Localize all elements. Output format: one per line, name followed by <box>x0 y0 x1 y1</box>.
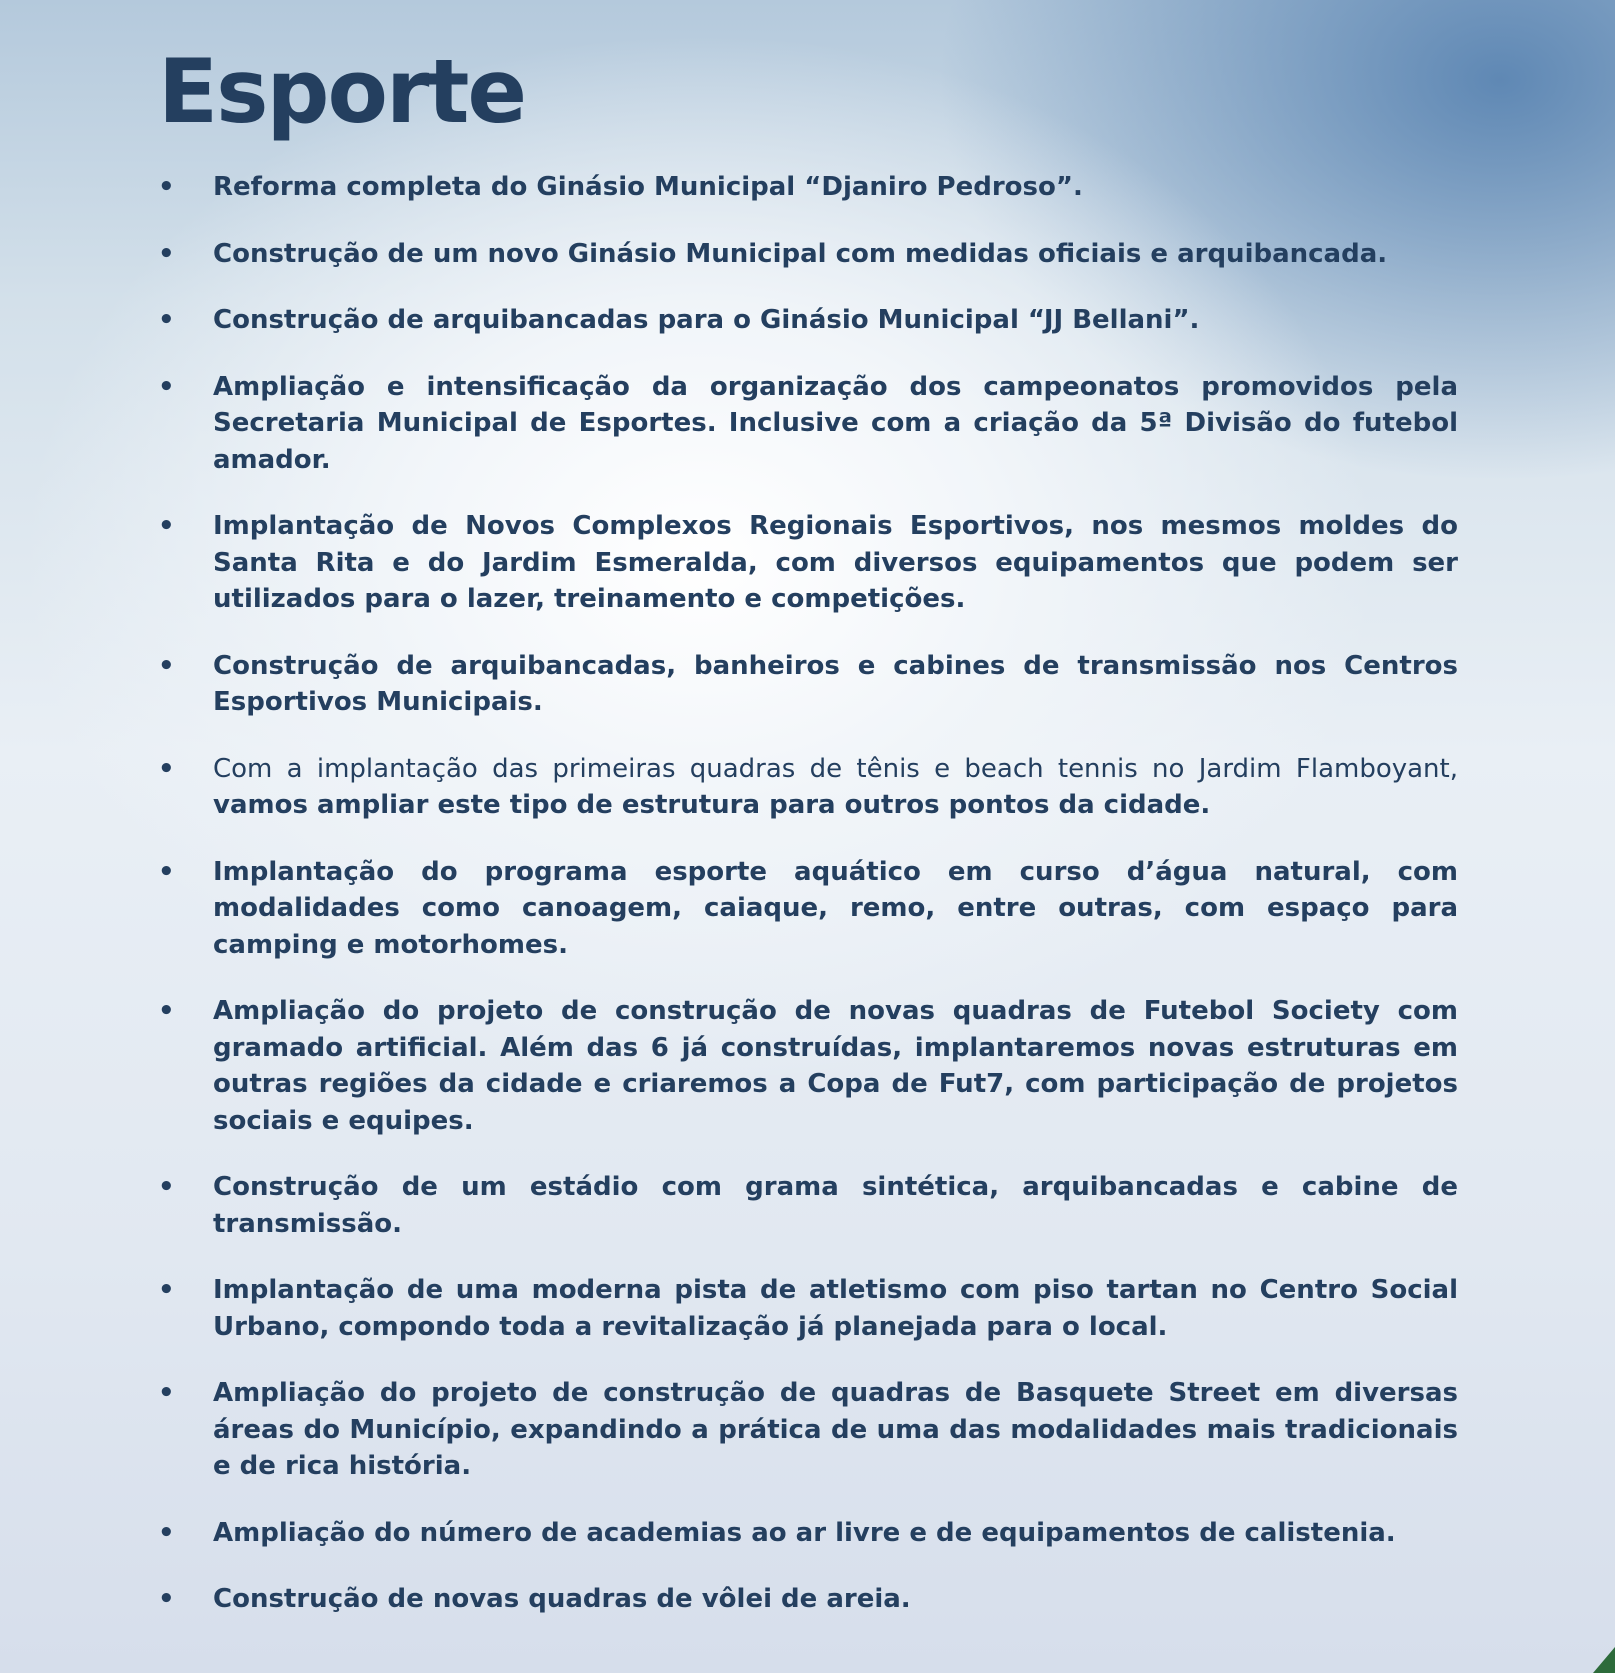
list-item <box>158 1375 1458 1485</box>
bullet-icon: • <box>158 1517 175 1548</box>
list-item-text: Implantação de Novos Complexos Regionais Esportivos, nos mesmos moldes do Santa Rita e do Jardim Esmeralda, com diversos equipamentos que podem ser utilizados para o lazer, treinamento e competições. <box>213 511 1458 614</box>
list-item-text: Construção de arquibancadas, banheiros e cabines de transmissão nos Centros Esportivos Municipais. <box>213 650 1458 717</box>
list-item <box>158 302 1458 339</box>
bullet-icon: • <box>158 1378 175 1408</box>
list-item-text: Construção de um estádio com grama sintética, arquibancadas e cabine de transmissão. <box>213 1172 1458 1239</box>
list-item <box>158 854 1458 964</box>
list-item <box>158 993 1458 1139</box>
bullet-icon: • <box>158 856 175 887</box>
list-item-text: Ampliação e intensificação da organização dos campeonatos promovidos pela Secretaria Municipal de Esportes. Inclusive com a criação da 5ª Divisão do futebol amador. <box>213 371 1458 475</box>
list-item <box>158 236 1458 273</box>
corner-accent <box>1593 1647 1615 1673</box>
list-item-text: Ampliação do projeto de construção de novas quadras de Futebol Society com gramado artificial. Além das 6 já construídas, implantaremos novas estruturas em outras regiões da cidade e criaremos a Copa de Fut7, com participação de projetos sociais e equipes. <box>213 996 1458 1136</box>
list-item <box>158 1272 1458 1345</box>
list-item <box>158 1169 1458 1242</box>
list-item-text: Reforma completa do Ginásio Municipal “Djaniro Pedroso”. <box>213 172 1083 202</box>
list-item <box>158 508 1458 618</box>
bullet-icon: • <box>158 238 175 269</box>
list-item-text: Implantação do programa esporte aquático em curso d’água natural, com modalidades como canoagem, caiaque, remo, entre outras, com espaço para camping e motorhomes. <box>213 856 1458 960</box>
list-item-text-light: Com a implantação das primeiras quadras de tênis e beach tennis no Jardim Flamboyant, <box>213 753 1458 784</box>
bullet-icon: • <box>158 511 175 541</box>
list-item <box>158 169 1458 206</box>
bullet-icon: • <box>158 650 175 681</box>
page-title: Esporte <box>158 40 526 143</box>
bullet-icon: • <box>158 1275 175 1305</box>
bullet-icon: • <box>158 996 175 1026</box>
bullet-icon: • <box>158 1584 175 1614</box>
list-item-text: Construção de arquibancadas para o Ginásio Municipal “JJ Bellani”. <box>213 305 1200 335</box>
bullet-icon: • <box>158 1172 175 1202</box>
list-item-text: Implantação de uma moderna pista de atletismo com piso tartan no Centro Social Urbano, compondo toda a revitalização já planejada para o local. <box>213 1275 1458 1342</box>
list-item <box>158 648 1458 721</box>
list-item-text: Construção de novas quadras de vôlei de areia. <box>213 1584 911 1614</box>
list-item <box>158 1515 1458 1552</box>
bullet-icon: • <box>158 371 175 402</box>
bullet-icon: • <box>158 753 175 784</box>
list-item <box>158 1581 1458 1618</box>
list-item-text: vamos ampliar este tipo de estrutura para outros pontos da cidade. <box>213 790 1211 820</box>
bullet-list <box>158 169 1458 1648</box>
list-item-text: Ampliação do projeto de construção de quadras de Basquete Street em diversas áreas do Município, expandindo a prática de uma das modalidades mais tradicionais e de rica história. <box>213 1378 1458 1481</box>
list-item-text: Construção de um novo Ginásio Municipal com medidas oficiais e arquibancada. <box>213 238 1388 269</box>
list-item-text: Ampliação do número de academias ao ar livre e de equipamentos de calistenia. <box>213 1517 1396 1548</box>
list-item <box>158 369 1458 479</box>
bullet-icon: • <box>158 305 175 335</box>
bullet-icon: • <box>158 172 175 202</box>
list-item <box>158 751 1458 824</box>
